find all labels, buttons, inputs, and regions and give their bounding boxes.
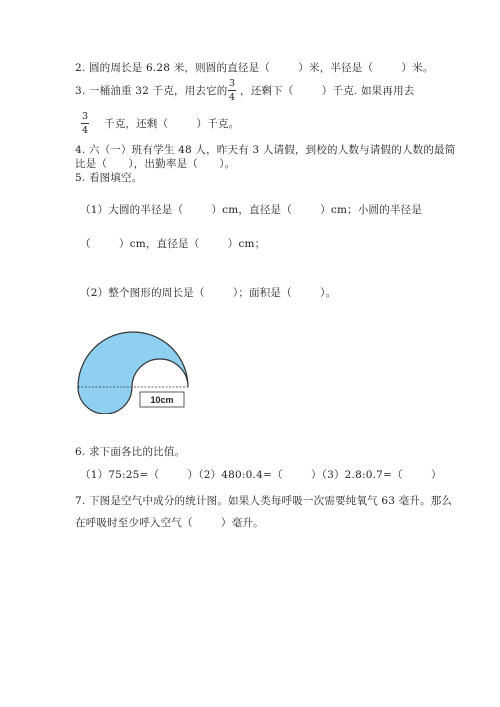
fraction-bar [228, 90, 236, 91]
figure-label: 10cm [150, 395, 174, 405]
question-7-line-1: 7. 下图是空气中成分的统计图。如果人类每呼吸一次需要纯氧气 63 毫升。那么 [75, 495, 453, 507]
question-2: 2. 圆的周长是 6.28 米，则圆的直径是（ ）米，半径是（ ）米。 [75, 62, 434, 74]
fraction-numerator: 3 [81, 111, 89, 122]
fraction-three-quarters [225, 78, 239, 103]
question-6-items: （1）75:25=（ ）（2）480:0.4=（ ）（3）2.8:0.7=（ ） [80, 469, 442, 481]
fraction-denominator: 4 [228, 92, 236, 103]
question-6-title: 6. 求下面各比的比值。 [75, 446, 186, 458]
semicircle-figure [75, 328, 195, 414]
question-3-part-c: 千克，还剩（ ）千克。 [104, 118, 240, 130]
question-3-part-b: ，还剩下（ ）千克. 如果再用去 [240, 85, 415, 97]
question-5-1-line-2: （ ）cm，直径是（ ）cm； [80, 238, 266, 250]
question-5-title: 5. 看图填空。 [75, 172, 143, 184]
question-4-line-2: 比是（ ），出勤率是（ ）。 [75, 158, 236, 170]
fraction-bar [81, 123, 89, 124]
question-5-1-line-1: （1）大圆的半径是（ ）cm，直径是（ ）cm；小圆的半径是 [80, 204, 423, 216]
fraction-denominator: 4 [81, 125, 89, 136]
question-3-part-a: 3. 一桶油重 32 千克，用去它的 [75, 85, 228, 97]
fraction-numerator: 3 [228, 78, 236, 89]
fraction-three-quarters-2 [78, 111, 92, 136]
question-4-line-1: 4. 六（一）班有学生 48 人，昨天有 3 人请假，到校的人数与请假的人数的最简 [75, 144, 456, 156]
question-7-line-2: 在呼吸时至少呼入空气（ ）毫升。 [75, 517, 264, 529]
question-5-2: （2）整个图形的周长是（ ）；面积是（ ）。 [80, 287, 337, 299]
